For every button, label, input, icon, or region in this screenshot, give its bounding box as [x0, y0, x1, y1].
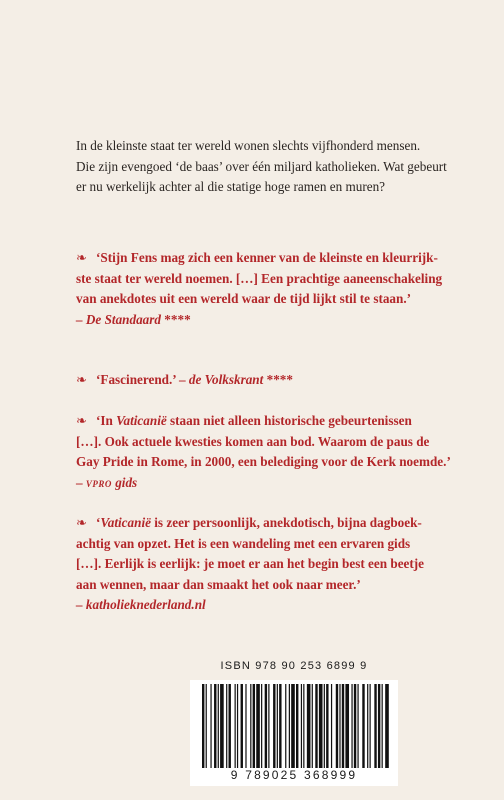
barcode-bars	[202, 684, 390, 768]
barcode-bar	[319, 684, 323, 768]
barcode-bar	[339, 684, 340, 768]
barcode-bar	[370, 684, 371, 768]
review-quote-volkskrant	[76, 370, 476, 391]
barcode-bar	[206, 684, 207, 768]
barcode-bar	[385, 684, 389, 768]
quote-line: van anekdotes uit een wereld waar de tijd lijkt stil te staan.’	[76, 291, 412, 306]
quote-line: ste staat ter wereld noemen. […] Een prachtige aaneenschakeling	[76, 270, 443, 286]
barcode-bar	[226, 684, 227, 768]
quote-line: […]. Eerlijk is eerlijk: je moet er aan het begin best een beetje	[76, 556, 425, 571]
barcode-bar	[296, 684, 298, 768]
quote-text: staan niet alleen historische gebeurtenissen	[166, 413, 412, 428]
barcode-bar	[324, 684, 325, 768]
barcode-bar	[362, 684, 364, 768]
review-quote-vpro	[76, 411, 476, 493]
quote-line: ‘Stijn Fens mag zich een kenner van de kleinste en kleurrijk-	[96, 250, 438, 265]
quote-text: ‘	[96, 515, 101, 530]
barcode-bar	[268, 684, 269, 768]
barcode-bar	[301, 684, 302, 768]
barcode-bar	[220, 684, 224, 768]
isbn-barcode	[190, 660, 398, 786]
barcode-bar	[357, 684, 358, 768]
barcode-bar	[307, 684, 311, 768]
barcode-bar	[351, 684, 352, 768]
barcode-bar	[245, 684, 246, 768]
barcode-bar	[279, 684, 281, 768]
barcode-bar	[218, 684, 219, 768]
quote-source: – De Standaard	[76, 311, 161, 327]
barcode-bar	[261, 684, 262, 768]
barcode-bar	[312, 684, 313, 768]
quote-source: de Volkskrant	[188, 372, 264, 387]
barcode-bar	[273, 684, 275, 768]
barcode-bar	[241, 684, 243, 768]
intro-line: Die zijn evengoed ‘de baas’ over één miljard katholieken. Wat gebeurt	[76, 158, 447, 174]
quote-line: […]. Ook actuele kwesties komen aan bod. Waarom de paus de	[76, 433, 430, 449]
fleuron-icon: ❧	[76, 413, 88, 428]
barcode-bar	[265, 684, 267, 768]
barcode-panel	[190, 680, 398, 786]
barcode-bar	[229, 684, 231, 768]
book-title: Vaticanië	[100, 515, 151, 530]
quote-line: aan wennen, maar dan smaakt het ook naar meer.’	[76, 576, 361, 592]
isbn-number: ISBN 978 90 253 6899 9	[220, 660, 368, 672]
barcode-bar	[382, 684, 383, 768]
barcode-bar	[285, 684, 286, 768]
barcode-bar	[342, 684, 344, 768]
source-dash: –	[76, 474, 86, 490]
fleuron-icon: ❧	[76, 250, 88, 265]
quote-source	[76, 473, 476, 494]
review-quote-standaard	[76, 248, 476, 330]
quote-line: Gay Pride in Rome, in 2000, een belediging voor de Kerk noemde.’	[76, 454, 451, 469]
quote-rating: ****	[266, 372, 293, 387]
barcode-bar	[374, 684, 376, 768]
intro-line: In de kleinste staat ter wereld wonen slechts vijfhonderd mensen.	[76, 138, 421, 153]
barcode-bar	[331, 684, 332, 768]
barcode-bar	[214, 684, 216, 768]
barcode-bar	[354, 684, 356, 768]
fleuron-icon: ❧	[76, 372, 88, 387]
source-vpro: vpro	[85, 474, 112, 490]
barcode-bar	[367, 684, 368, 768]
book-title: Vaticanië	[116, 413, 167, 428]
source-gids: gids	[111, 474, 138, 490]
barcode-bar	[326, 684, 328, 768]
intro-paragraph	[76, 136, 476, 198]
quote-text: ‘In	[96, 413, 117, 428]
barcode-bar	[289, 684, 290, 768]
barcode-bar	[378, 684, 380, 768]
quote-line: achtig van opzet. Het is een wandeling met een ervaren gids	[76, 535, 411, 551]
barcode-bar	[291, 684, 295, 768]
barcode-bar	[256, 684, 260, 768]
barcode-bar	[345, 684, 349, 768]
barcode-bar	[277, 684, 278, 768]
quote-source: – katholieknederland.nl	[76, 597, 206, 612]
quote-rating: ****	[164, 311, 191, 327]
barcode-bar	[237, 684, 238, 768]
ean-number: 9 789025 368999	[230, 768, 358, 782]
barcode-bar	[202, 684, 204, 768]
barcode-bar	[336, 684, 338, 768]
barcode-bar	[210, 684, 211, 768]
quote-text: ‘Fascinerend.’ –	[96, 372, 186, 387]
quote-text: is zeer persoonlijk, anekdotisch, bijna dagboek-	[150, 515, 422, 530]
barcode-bar	[315, 684, 317, 768]
barcode-bar	[253, 684, 255, 768]
barcode-bar	[235, 684, 236, 768]
barcode-bar	[250, 684, 251, 768]
barcode-bar	[303, 684, 304, 768]
fleuron-icon: ❧	[76, 515, 88, 530]
intro-line: er nu werkelijk achter al die statige hoge ramen en muren?	[76, 179, 386, 194]
review-quote-katholieknederland	[76, 513, 476, 616]
